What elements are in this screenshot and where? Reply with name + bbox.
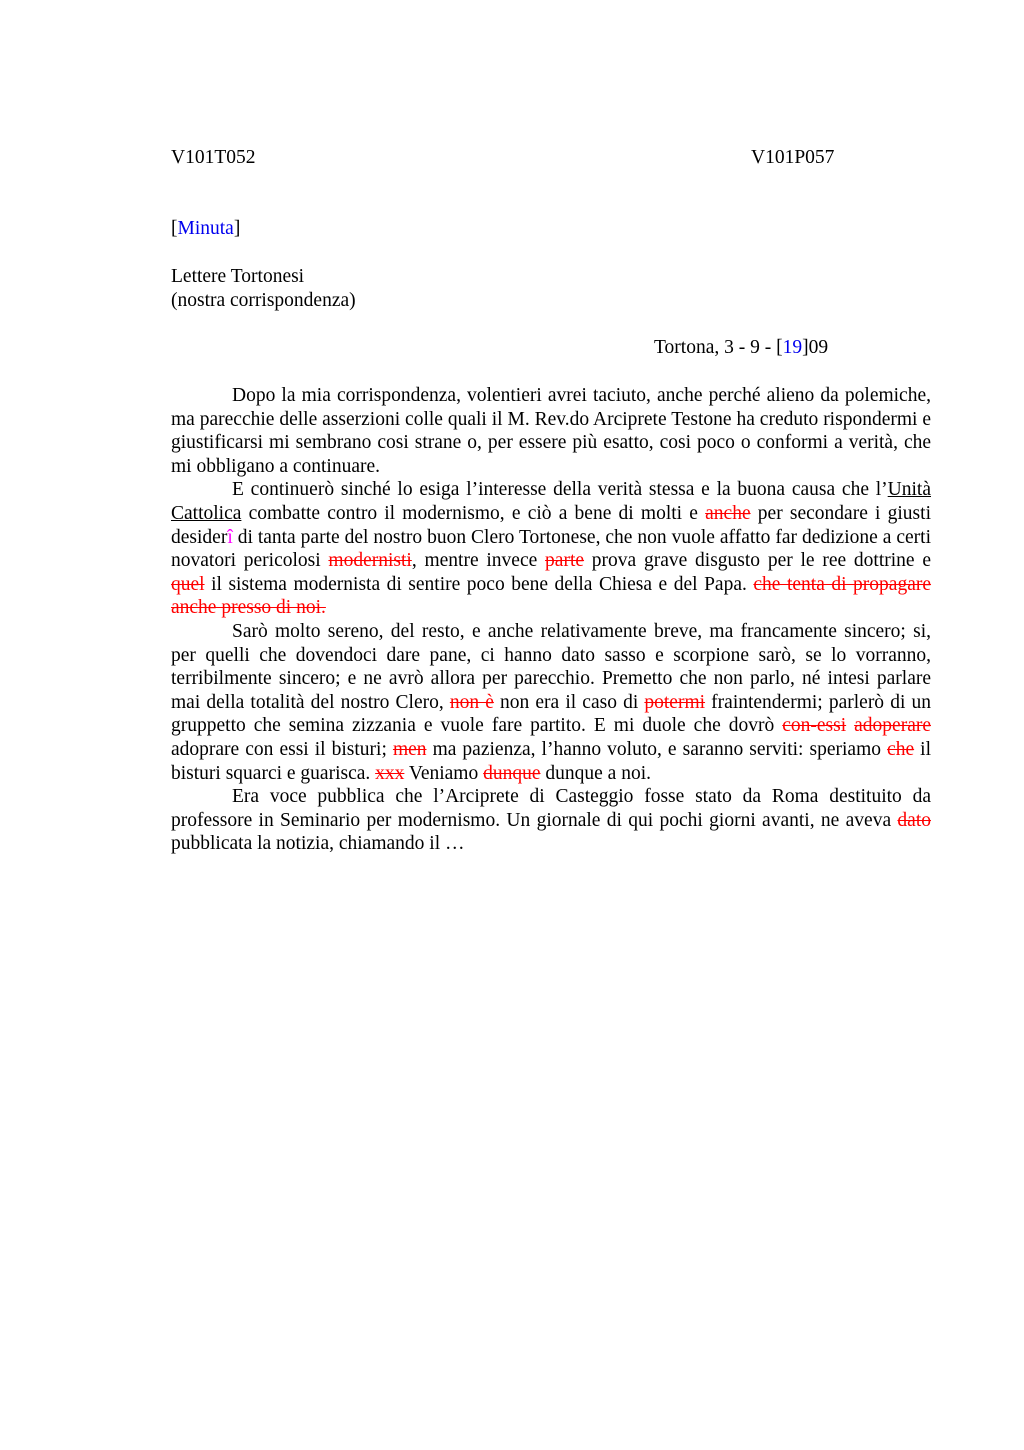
underlined-title: Unità Cattolica bbox=[171, 479, 931, 524]
dateline bbox=[654, 336, 828, 360]
deleted-text: quel bbox=[171, 573, 205, 595]
text-run bbox=[846, 715, 854, 736]
text-run: fraintendermi; parlerò di un gruppetto che semina zizzania e vuole fare partito. E mi duole che dovrò bbox=[171, 691, 931, 737]
document-code-left: V101T052 bbox=[171, 147, 256, 168]
text-run: non era il caso di bbox=[493, 691, 645, 713]
text-run: Era voce pubblica che l’Arciprete di Casteggio fosse stato da Roma destituito da professore in Seminario per modernismo. Un giornale di qui pochi giorni avanti, ne aveva bbox=[171, 786, 931, 831]
body-paragraph bbox=[171, 785, 931, 856]
editorial-note bbox=[171, 217, 240, 241]
deleted-text: xxx bbox=[375, 762, 405, 784]
deleted-text: modernisti bbox=[328, 550, 412, 572]
deleted-text: con-essi bbox=[782, 715, 847, 737]
deleted-text: dunque bbox=[483, 762, 541, 784]
letter-body bbox=[171, 384, 931, 856]
deleted-text: dato bbox=[897, 809, 931, 831]
deleted-text: potermi bbox=[644, 691, 706, 713]
deleted-text: che tenta di propagare anche presso di noi. bbox=[171, 573, 932, 619]
text-run: combatte contro il modernismo, e ciò a bene di molti e bbox=[241, 502, 706, 524]
text-run: Sarò molto sereno, del resto, e anche relativamente breve, ma francamente sincero; si, per quelli che dovendoci dare pane, ci hanno dato sasso e scorpione sarò, se lo vorranno, terribilmente sincero; e ne avrò allora per parecchio. Premetto che non parlo, né intesi parlare mai della totalità del nostro Clero, bbox=[171, 620, 931, 713]
corrected-letter: î bbox=[227, 526, 233, 548]
deleted-text: anche bbox=[705, 502, 751, 524]
text-run: dunque a noi. bbox=[540, 762, 651, 784]
text-run: prova grave disgusto per le ree dottrine e bbox=[584, 550, 931, 572]
text-run: il bisturi squarci e guarisca. bbox=[171, 738, 931, 784]
text-run: E continuerò sinché lo esiga l’interesse della verità stessa e la buona causa che l’ bbox=[232, 479, 888, 501]
bracket-close: ] bbox=[233, 218, 241, 239]
dateline-prefix: Tortona, 3 - 9 - [ bbox=[654, 337, 783, 358]
dateline-century: 19 bbox=[782, 337, 803, 358]
deleted-text: parte bbox=[545, 550, 585, 572]
editorial-note-label: Minuta bbox=[177, 218, 234, 239]
text-run: Veniamo bbox=[404, 762, 484, 784]
text-run: il sistema modernista di sentire poco bene della Chiesa e del Papa. bbox=[204, 573, 754, 595]
body-paragraph bbox=[171, 478, 931, 620]
letter-subtitle: (nostra corrispondenza) bbox=[171, 290, 356, 311]
deleted-text: men bbox=[392, 738, 427, 760]
deleted-text: che bbox=[887, 738, 915, 760]
letter-title: Lettere Tortonesi bbox=[171, 266, 305, 287]
text-run: Dopo la mia corrispondenza, volentieri avrei taciuto, anche perché alieno da polemiche, ma parecchie delle asserzioni colle quali il M. Rev.do Arciprete Testone ha creduto rispondermi e giustificarsi mi sembrano cosi strane o, per essere più esatto, cosi poco o conformi a verità, che mi obbligano a continuare. bbox=[171, 385, 931, 477]
text-run: pubblicata la notizia, chiamando il … bbox=[171, 833, 465, 855]
deleted-text: adoperare bbox=[854, 715, 931, 737]
text-run: di tanta parte del nostro buon Clero Tortonese, che non vuole affatto far dedizione a certi novatori pericolosi bbox=[171, 526, 931, 572]
text-run: , mentre invece bbox=[411, 550, 546, 572]
text-run: per secondare i giusti desider bbox=[171, 502, 931, 548]
text-run: adoprare con essi il bisturi; bbox=[171, 738, 393, 760]
body-paragraph bbox=[171, 384, 931, 478]
deleted-text: non è bbox=[449, 691, 494, 713]
dateline-suffix: ]09 bbox=[802, 337, 829, 358]
text-run: ma pazienza, l’hanno voluto, e saranno serviti: speriamo bbox=[426, 738, 888, 760]
document-code-right: V101P057 bbox=[751, 147, 835, 168]
body-paragraph bbox=[171, 620, 931, 785]
bracket-open: [ bbox=[171, 218, 178, 239]
